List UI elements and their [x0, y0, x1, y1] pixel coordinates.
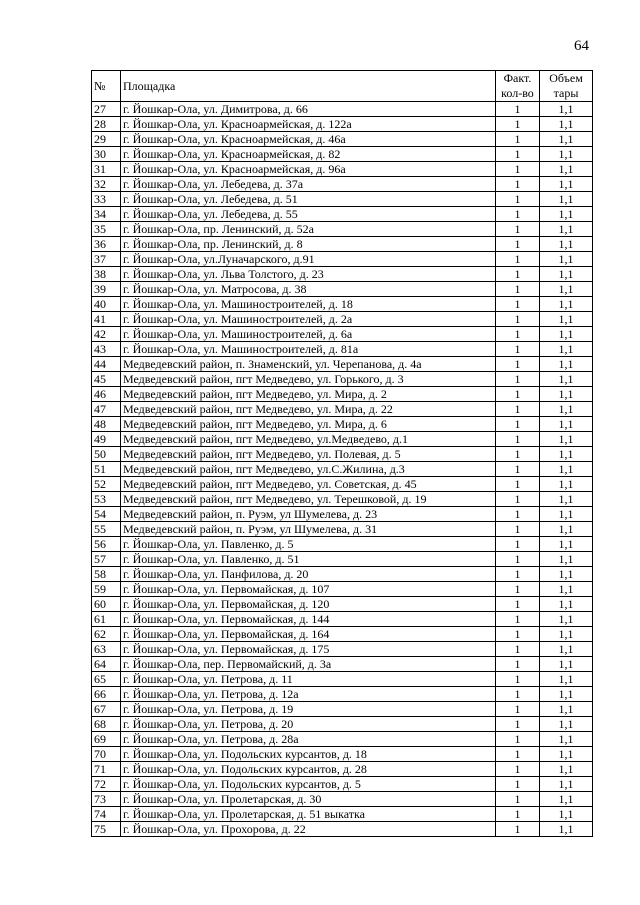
row-number: 69	[92, 732, 121, 747]
row-site-address: г. Йошкар-Ола, ул. Первомайская, д. 144	[121, 612, 496, 627]
row-number: 67	[92, 702, 121, 717]
row-volume: 1,1	[540, 312, 593, 327]
table-row	[92, 282, 593, 297]
row-volume: 1,1	[540, 597, 593, 612]
table-row	[92, 582, 593, 597]
row-number: 53	[92, 492, 121, 507]
row-quantity: 1	[496, 297, 540, 312]
row-volume: 1,1	[540, 657, 593, 672]
row-site-address: г. Йошкар-Ола, ул. Льва Толстого, д. 23	[121, 267, 496, 282]
row-number: 75	[92, 822, 121, 837]
row-number: 43	[92, 342, 121, 357]
row-number: 39	[92, 282, 121, 297]
table-row	[92, 147, 593, 162]
row-quantity: 1	[496, 732, 540, 747]
row-number: 50	[92, 447, 121, 462]
row-site-address: Медведевский район, пгт Медведево, ул.Медведево, д.1	[121, 432, 496, 447]
row-quantity: 1	[496, 372, 540, 387]
row-quantity: 1	[496, 177, 540, 192]
row-site-address: Медведевский район, п. Руэм, ул Шумелева, д. 23	[121, 507, 496, 522]
row-quantity: 1	[496, 627, 540, 642]
table-row	[92, 162, 593, 177]
row-number: 41	[92, 312, 121, 327]
row-quantity: 1	[496, 417, 540, 432]
row-site-address: г. Йошкар-Ола, ул. Первомайская, д. 164	[121, 627, 496, 642]
header-site: Площадка	[121, 71, 496, 102]
row-site-address: г. Йошкар-Ола, ул. Петрова, д. 20	[121, 717, 496, 732]
row-volume: 1,1	[540, 237, 593, 252]
row-volume: 1,1	[540, 417, 593, 432]
row-volume: 1,1	[540, 357, 593, 372]
table-row	[92, 132, 593, 147]
row-site-address: г. Йошкар-Ола, ул. Павленко, д. 51	[121, 552, 496, 567]
row-site-address: г. Йошкар-Ола, ул. Красноармейская, д. 122а	[121, 117, 496, 132]
table-row	[92, 222, 593, 237]
row-volume: 1,1	[540, 522, 593, 537]
row-quantity: 1	[496, 717, 540, 732]
row-volume: 1,1	[540, 462, 593, 477]
table-row	[92, 522, 593, 537]
row-quantity: 1	[496, 267, 540, 282]
row-number: 58	[92, 567, 121, 582]
row-site-address: г. Йошкар-Ола, ул. Лебедева, д. 51	[121, 192, 496, 207]
row-number: 72	[92, 777, 121, 792]
row-site-address: Медведевский район, пгт Медведево, ул. Мира, д. 22	[121, 402, 496, 417]
row-site-address: г. Йошкар-Ола, ул. Лебедева, д. 37а	[121, 177, 496, 192]
row-site-address: г. Йошкар-Ола, ул. Подольских курсантов, д. 18	[121, 747, 496, 762]
row-quantity: 1	[496, 762, 540, 777]
table-row	[92, 387, 593, 402]
row-quantity: 1	[496, 612, 540, 627]
row-quantity: 1	[496, 477, 540, 492]
row-site-address: г. Йошкар-Ола, ул. Петрова, д. 11	[121, 672, 496, 687]
row-number: 31	[92, 162, 121, 177]
row-volume: 1,1	[540, 117, 593, 132]
row-site-address: г. Йошкар-Ола, ул.Луначарского, д.91	[121, 252, 496, 267]
table-row	[92, 612, 593, 627]
row-site-address: г. Йошкар-Ола, ул. Прохорова, д. 22	[121, 822, 496, 837]
row-site-address: Медведевский район, пгт Медведево, ул. Полевая, д. 5	[121, 447, 496, 462]
row-number: 62	[92, 627, 121, 642]
row-number: 54	[92, 507, 121, 522]
table-row	[92, 177, 593, 192]
row-volume: 1,1	[540, 177, 593, 192]
row-volume: 1,1	[540, 747, 593, 762]
row-site-address: г. Йошкар-Ола, ул. Красноармейская, д. 82	[121, 147, 496, 162]
table-row	[92, 552, 593, 567]
header-volume: Объем тары	[540, 71, 593, 102]
row-number: 60	[92, 597, 121, 612]
row-quantity: 1	[496, 447, 540, 462]
row-quantity: 1	[496, 507, 540, 522]
row-volume: 1,1	[540, 732, 593, 747]
row-site-address: г. Йошкар-Ола, пр. Ленинский, д. 8	[121, 237, 496, 252]
row-number: 68	[92, 717, 121, 732]
table-row	[92, 312, 593, 327]
row-site-address: г. Йошкар-Ола, ул. Первомайская, д. 120	[121, 597, 496, 612]
row-number: 36	[92, 237, 121, 252]
row-site-address: г. Йошкар-Ола, ул. Красноармейская, д. 46а	[121, 132, 496, 147]
row-number: 63	[92, 642, 121, 657]
table-row	[92, 807, 593, 822]
table-row	[92, 252, 593, 267]
row-number: 28	[92, 117, 121, 132]
table-row	[92, 372, 593, 387]
row-quantity: 1	[496, 432, 540, 447]
table-row	[92, 597, 593, 612]
table-row	[92, 417, 593, 432]
table-row	[92, 792, 593, 807]
table-row	[92, 702, 593, 717]
row-site-address: г. Йошкар-Ола, ул. Машиностроителей, д. 18	[121, 297, 496, 312]
row-volume: 1,1	[540, 387, 593, 402]
row-number: 42	[92, 327, 121, 342]
row-site-address: г. Йошкар-Ола, пр. Ленинский, д. 52а	[121, 222, 496, 237]
row-number: 46	[92, 387, 121, 402]
row-number: 29	[92, 132, 121, 147]
table-row	[92, 462, 593, 477]
row-quantity: 1	[496, 117, 540, 132]
row-volume: 1,1	[540, 402, 593, 417]
row-volume: 1,1	[540, 552, 593, 567]
table-row	[92, 327, 593, 342]
table-row	[92, 297, 593, 312]
row-volume: 1,1	[540, 567, 593, 582]
row-number: 40	[92, 297, 121, 312]
row-volume: 1,1	[540, 297, 593, 312]
row-number: 47	[92, 402, 121, 417]
header-quantity: Факт. кол-во	[496, 71, 540, 102]
row-volume: 1,1	[540, 642, 593, 657]
table-row	[92, 777, 593, 792]
row-quantity: 1	[496, 822, 540, 837]
row-site-address: Медведевский район, пгт Медведево, ул. Терешковой, д. 19	[121, 492, 496, 507]
table-row	[92, 717, 593, 732]
row-volume: 1,1	[540, 447, 593, 462]
row-site-address: г. Йошкар-Ола, ул. Первомайская, д. 175	[121, 642, 496, 657]
table-row	[92, 687, 593, 702]
row-volume: 1,1	[540, 762, 593, 777]
table-row	[92, 822, 593, 837]
row-volume: 1,1	[540, 432, 593, 447]
row-volume: 1,1	[540, 807, 593, 822]
row-number: 49	[92, 432, 121, 447]
table-row	[92, 402, 593, 417]
row-quantity: 1	[496, 672, 540, 687]
table-row	[92, 192, 593, 207]
row-volume: 1,1	[540, 672, 593, 687]
row-quantity: 1	[496, 402, 540, 417]
row-site-address: г. Йошкар-Ола, ул. Машиностроителей, д. 6а	[121, 327, 496, 342]
row-quantity: 1	[496, 342, 540, 357]
table-row	[92, 102, 593, 117]
row-site-address: г. Йошкар-Ола, ул. Димитрова, д. 66	[121, 102, 496, 117]
row-number: 56	[92, 537, 121, 552]
row-quantity: 1	[496, 567, 540, 582]
row-volume: 1,1	[540, 132, 593, 147]
header-number: №	[92, 71, 121, 102]
row-number: 65	[92, 672, 121, 687]
row-number: 64	[92, 657, 121, 672]
row-number: 35	[92, 222, 121, 237]
row-volume: 1,1	[540, 627, 593, 642]
table-body	[92, 102, 593, 837]
row-volume: 1,1	[540, 342, 593, 357]
row-quantity: 1	[496, 387, 540, 402]
row-quantity: 1	[496, 162, 540, 177]
row-number: 66	[92, 687, 121, 702]
table-row	[92, 672, 593, 687]
row-volume: 1,1	[540, 207, 593, 222]
row-site-address: Медведевский район, пгт Медведево, ул. Мира, д. 6	[121, 417, 496, 432]
row-quantity: 1	[496, 792, 540, 807]
row-site-address: Медведевский район, пгт Медведево, ул. Советская, д. 45	[121, 477, 496, 492]
row-volume: 1,1	[540, 222, 593, 237]
row-number: 73	[92, 792, 121, 807]
row-volume: 1,1	[540, 102, 593, 117]
row-quantity: 1	[496, 237, 540, 252]
row-volume: 1,1	[540, 612, 593, 627]
row-site-address: Медведевский район, п. Руэм, ул Шумелева, д. 31	[121, 522, 496, 537]
row-quantity: 1	[496, 657, 540, 672]
row-volume: 1,1	[540, 507, 593, 522]
table-row	[92, 342, 593, 357]
row-volume: 1,1	[540, 147, 593, 162]
row-quantity: 1	[496, 327, 540, 342]
row-volume: 1,1	[540, 822, 593, 837]
row-site-address: г. Йошкар-Ола, ул. Первомайская, д. 107	[121, 582, 496, 597]
row-quantity: 1	[496, 462, 540, 477]
row-number: 71	[92, 762, 121, 777]
row-number: 44	[92, 357, 121, 372]
page-number: 64	[574, 38, 589, 54]
row-volume: 1,1	[540, 327, 593, 342]
table-row	[92, 537, 593, 552]
table-row	[92, 117, 593, 132]
table-row	[92, 237, 593, 252]
row-number: 70	[92, 747, 121, 762]
table-header-row	[92, 71, 593, 102]
table-row	[92, 207, 593, 222]
row-number: 52	[92, 477, 121, 492]
row-site-address: г. Йошкар-Ола, ул. Машиностроителей, д. 2а	[121, 312, 496, 327]
row-number: 27	[92, 102, 121, 117]
row-site-address: г. Йошкар-Ола, ул. Подольских курсантов, д. 5	[121, 777, 496, 792]
table-row	[92, 642, 593, 657]
row-site-address: г. Йошкар-Ола, ул. Красноармейская, д. 96а	[121, 162, 496, 177]
row-site-address: г. Йошкар-Ола, пер. Первомайский, д. 3а	[121, 657, 496, 672]
table-row	[92, 477, 593, 492]
row-quantity: 1	[496, 552, 540, 567]
row-number: 34	[92, 207, 121, 222]
table-row	[92, 762, 593, 777]
row-volume: 1,1	[540, 492, 593, 507]
row-quantity: 1	[496, 312, 540, 327]
row-site-address: Медведевский район, пгт Медведево, ул. Горького, д. 3	[121, 372, 496, 387]
row-site-address: г. Йошкар-Ола, ул. Лебедева, д. 55	[121, 207, 496, 222]
row-volume: 1,1	[540, 252, 593, 267]
row-quantity: 1	[496, 357, 540, 372]
row-volume: 1,1	[540, 192, 593, 207]
row-volume: 1,1	[540, 777, 593, 792]
row-number: 32	[92, 177, 121, 192]
row-quantity: 1	[496, 222, 540, 237]
row-quantity: 1	[496, 147, 540, 162]
row-quantity: 1	[496, 102, 540, 117]
row-site-address: г. Йошкар-Ола, ул. Пролетарская, д. 30	[121, 792, 496, 807]
row-site-address: г. Йошкар-Ола, ул. Панфилова, д. 20	[121, 567, 496, 582]
row-volume: 1,1	[540, 537, 593, 552]
row-site-address: г. Йошкар-Ола, ул. Петрова, д. 12а	[121, 687, 496, 702]
row-number: 33	[92, 192, 121, 207]
row-quantity: 1	[496, 597, 540, 612]
table-row	[92, 267, 593, 282]
row-volume: 1,1	[540, 792, 593, 807]
row-quantity: 1	[496, 687, 540, 702]
row-number: 45	[92, 372, 121, 387]
row-quantity: 1	[496, 207, 540, 222]
table-row	[92, 627, 593, 642]
row-volume: 1,1	[540, 717, 593, 732]
row-quantity: 1	[496, 252, 540, 267]
row-site-address: Медведевский район, п. Знаменский, ул. Черепанова, д. 4а	[121, 357, 496, 372]
row-volume: 1,1	[540, 162, 593, 177]
row-site-address: Медведевский район, пгт Медведево, ул.С.Жилина, д.3	[121, 462, 496, 477]
row-site-address: Медведевский район, пгт Медведево, ул. Мира, д. 2	[121, 387, 496, 402]
sites-table	[91, 70, 593, 837]
row-volume: 1,1	[540, 582, 593, 597]
row-number: 57	[92, 552, 121, 567]
row-number: 37	[92, 252, 121, 267]
row-quantity: 1	[496, 702, 540, 717]
row-volume: 1,1	[540, 267, 593, 282]
row-quantity: 1	[496, 132, 540, 147]
row-quantity: 1	[496, 777, 540, 792]
row-number: 61	[92, 612, 121, 627]
row-volume: 1,1	[540, 372, 593, 387]
row-site-address: г. Йошкар-Ола, ул. Машиностроителей, д. 81а	[121, 342, 496, 357]
table-row	[92, 357, 593, 372]
row-quantity: 1	[496, 282, 540, 297]
row-quantity: 1	[496, 492, 540, 507]
row-number: 55	[92, 522, 121, 537]
row-number: 51	[92, 462, 121, 477]
row-number: 48	[92, 417, 121, 432]
row-volume: 1,1	[540, 477, 593, 492]
row-quantity: 1	[496, 537, 540, 552]
row-site-address: г. Йошкар-Ола, ул. Пролетарская, д. 51 выкатка	[121, 807, 496, 822]
row-quantity: 1	[496, 582, 540, 597]
row-site-address: г. Йошкар-Ола, ул. Матросова, д. 38	[121, 282, 496, 297]
table-row	[92, 657, 593, 672]
table-row	[92, 492, 593, 507]
row-volume: 1,1	[540, 282, 593, 297]
row-number: 30	[92, 147, 121, 162]
row-volume: 1,1	[540, 687, 593, 702]
row-quantity: 1	[496, 807, 540, 822]
table-row	[92, 567, 593, 582]
row-site-address: г. Йошкар-Ола, ул. Петрова, д. 19	[121, 702, 496, 717]
row-volume: 1,1	[540, 702, 593, 717]
row-site-address: г. Йошкар-Ола, ул. Павленко, д. 5	[121, 537, 496, 552]
row-number: 74	[92, 807, 121, 822]
row-quantity: 1	[496, 192, 540, 207]
row-site-address: г. Йошкар-Ола, ул. Петрова, д. 28а	[121, 732, 496, 747]
row-site-address: г. Йошкар-Ола, ул. Подольских курсантов, д. 28	[121, 762, 496, 777]
row-number: 38	[92, 267, 121, 282]
table-row	[92, 507, 593, 522]
table-row	[92, 747, 593, 762]
table-row	[92, 432, 593, 447]
row-quantity: 1	[496, 642, 540, 657]
row-quantity: 1	[496, 747, 540, 762]
row-number: 59	[92, 582, 121, 597]
row-quantity: 1	[496, 522, 540, 537]
table-row	[92, 447, 593, 462]
table-row	[92, 732, 593, 747]
